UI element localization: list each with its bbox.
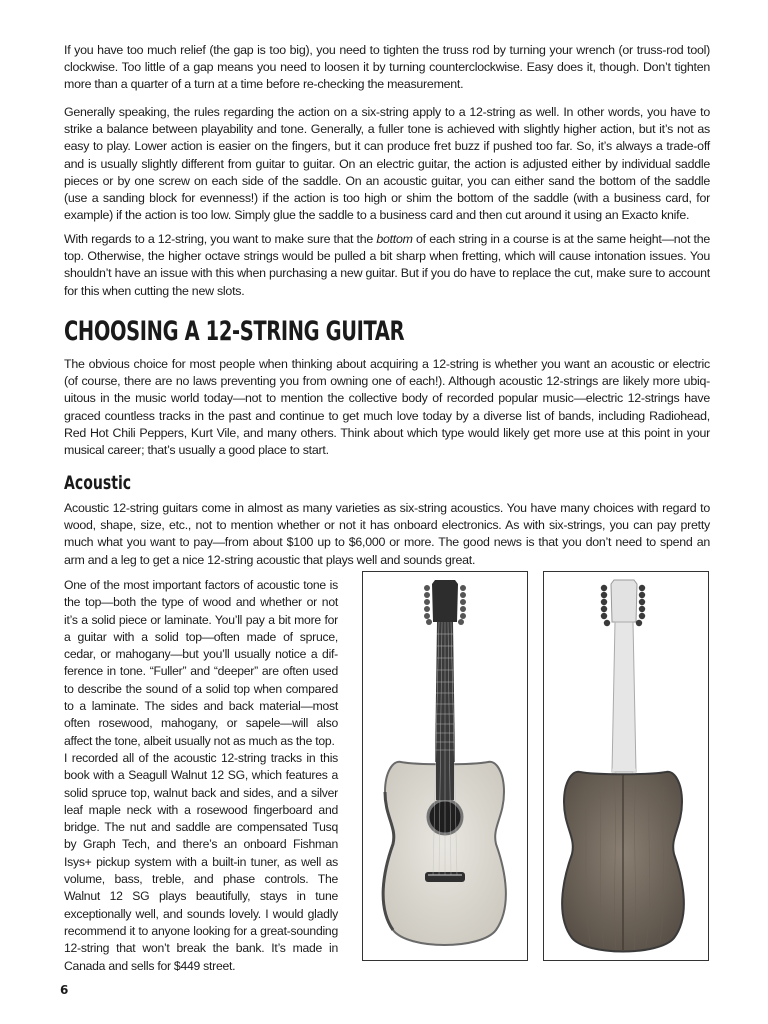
paragraph-acoustic-tone: One of the most important factors of acoustic tone is the top—both the type of wood and whether or not it’s a solid piece or laminate. You’ll pay a bit more for a guitar with a solid top—often made of spruce, cedar, or mahogany—but you’ll usually notice a dif-ference in tone. “Fuller” and “deeper” are often used to describe the sound of a solid top when compared to a laminate. The sides and back material—most often rosewood, mahogany, or sapele—will also affect the tone, albeit usually not as much as the top. [64, 578, 338, 748]
paragraph-text: With regards to a 12-string, you want to make sure that the [64, 232, 377, 246]
emphasis-bottom: bottom [376, 232, 413, 246]
subsection-heading: Acoustic [64, 472, 132, 494]
acoustic-guitar-back-icon [544, 572, 707, 959]
paragraph-choosing: The obvious choice for most people when thinking about acquiring a 12-string is whether you want an acoustic or electric (of course, there are no laws preventing you from owning one of each!). Although acoustic 12-strings are likely more ubiq-uitous in the music world today—not to mention the collective body of recorded popular music—electric 12-strings have graced countless tracks in the past and continue to get much love today by a diverse list of bands, including Radiohead, Red Hot Chili Peppers, Kurt Vile, and many others. Think about which type would likely get more use at this point in your musical career; that’s usually a good place to start. [64, 357, 710, 458]
paragraph-text: of each string in a course is at the same height—not the top. Otherwise, the higher octave strings would be pulled a bit sharp when fretting, which will cause intonation issues. You shouldn’t have an issue with this when purchasing a new guitar. But if you do have to replace the cut, make sure to account for this when cutting the new slots. [64, 232, 710, 298]
paragraph-seagull-walnut: I recorded all of the acoustic 12-string tracks in this book with a Seagull Walnut 12 SG, which features a solid spruce top, walnut back and sides, and a silver leaf maple neck with a rosewood fingerboard and bridge. The nut and saddle are compensated Tusq by Graph Tech, and there’s an onboard Fishman Isys+ pickup system with a built-in tuner, as well as volume, bass, treble, and phase controls. The Walnut 12 SG plays beautifully, stays in tune exceptionally well, and sounds lovely. I would gladly recommend it to anyone looking for a great-sounding 12-string that won’t break the bank. It’s made in Canada and sells for $449 street. [64, 751, 338, 973]
guitar-front-photo [362, 571, 528, 961]
page-number: 6 [60, 983, 69, 997]
paragraph-truss-rod: If you have too much relief (the gap is too big), you need to tighten the truss rod by turning your wrench (or truss-rod tool) clockwise. Too little of a gap means you need to loosen it by turning counterclockwise. Easy does it, though. Don’t tighten more than a quarter of a turn at a time before re-checking the measurement. [64, 43, 710, 92]
acoustic-guitar-front-icon [363, 572, 526, 959]
paragraph-acoustic-intro: Acoustic 12-string guitars come in almost as many varieties as six-string acoustics. You have many choices with regard to wood, shape, size, etc., not to mention whether or not it has onboard electronics. As with six-strings, you can pay pretty much what you want to pay—from about $100 up to $6,000 or more. The good news is that you don’t need to spend an arm and a leg to get a nice 12-string acoustic that plays well and sounds great. [64, 501, 710, 567]
section-heading: CHOOSING A 12-STRING GUITAR [64, 316, 405, 347]
paragraph-action: Generally speaking, the rules regarding the action on a six-string apply to a 12-string as well. In other words, you have to strike a balance between playability and tone. Generally, a fuller tone is achieved with slightly higher action, but it’s not as easy to play. Lower action is easier on the fingers, but it can produce fret buzz if pushed too far. So, it’s always a trade-off and is usually slightly different from guitar to guitar. On an electric guitar, the action is adjusted either by individual saddle pieces or by one screw on each side of the saddle. On an acoustic guitar, you can either sand the bottom of the saddle (use a sanding block for evenness!) if the action is too high or shim the bottom of the saddle (with a business card, for example) if the action is too low. Simply glue the saddle to a business card and then cut around it using an Exacto knife. [64, 105, 710, 223]
guitar-back-photo [543, 571, 709, 961]
paragraph-12-string-saddle [64, 231, 710, 300]
